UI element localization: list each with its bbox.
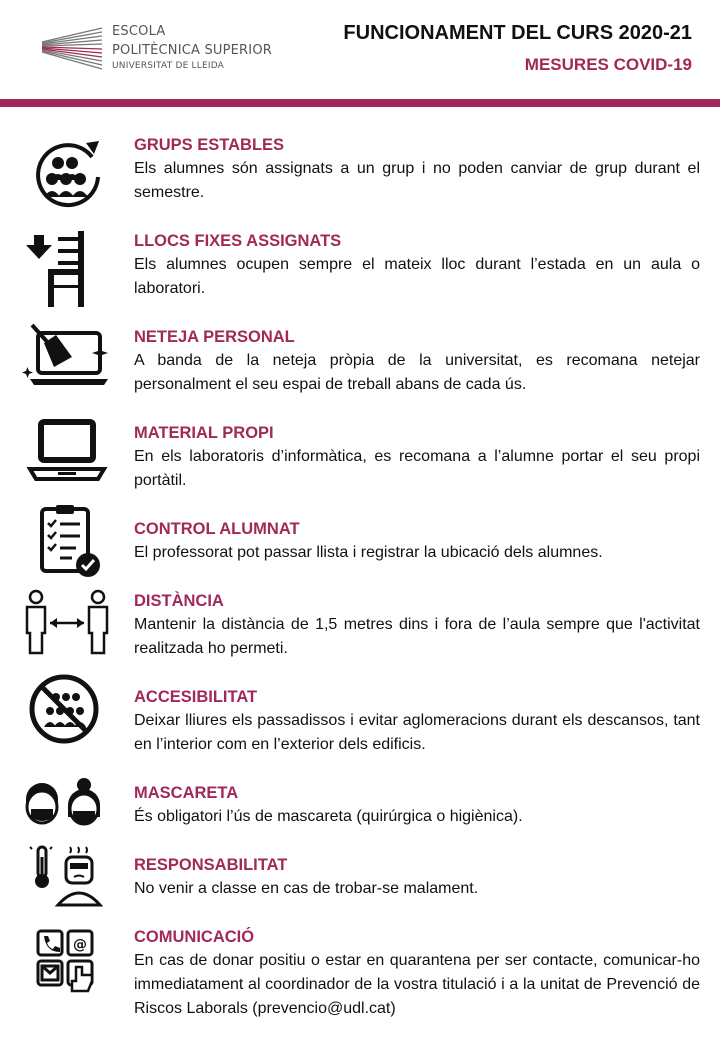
item-body: Mantenir la distància de 1,5 metres dins i fora de l’aula sempre que l'activitat realitzada ho permeti. bbox=[134, 616, 700, 657]
item-title: MASCARETA bbox=[134, 784, 239, 802]
item-title: ACCESIBILITAT bbox=[134, 688, 258, 706]
school-logo bbox=[40, 22, 290, 78]
item-body: Els alumnes són assignats a un grup i no poden canviar de grup durant el semestre. bbox=[134, 160, 700, 201]
chair-arrow-icon bbox=[22, 229, 112, 309]
no-crowd-icon bbox=[22, 671, 112, 751]
face-mask-icon bbox=[22, 769, 112, 849]
page-subtitle: MESURES COVID-19 bbox=[524, 55, 692, 74]
communication-icon bbox=[22, 925, 112, 1005]
item-body: En cas de donar positiu o estar en quarantena per ser contacte, comunicar-ho immediatament al coordinador de la vostra titulació i a la unitat de Prevenció de Riscos Laborals (prevencio@udl.cat) bbox=[134, 952, 700, 1017]
item-body: És obligatori l’ús de mascareta (quirúrgica o higiènica). bbox=[134, 808, 523, 825]
item-title: CONTROL ALUMNAT bbox=[134, 520, 300, 538]
fever-thermometer-icon bbox=[22, 841, 112, 921]
item-title: NETEJA PERSONAL bbox=[134, 328, 295, 346]
item-body: A banda de la neteja pròpia de la universitat, es recomana netejar personalment el seu espai de treball abans de cada ús. bbox=[134, 352, 700, 393]
checklist-clipboard-icon bbox=[22, 503, 112, 583]
svg-text:@: @ bbox=[73, 937, 87, 953]
page-title: FUNCIONAMENT DEL CURS 2020-21 bbox=[343, 22, 692, 44]
school-logo-icon bbox=[40, 22, 106, 78]
item-title: GRUPS ESTABLES bbox=[134, 136, 285, 154]
item-body: Els alumnes ocupen sempre el mateix lloc durant l’estada en un aula o laboratori. bbox=[134, 256, 700, 297]
distance-people-icon bbox=[22, 589, 112, 669]
item-title: RESPONSABILITAT bbox=[134, 856, 288, 874]
group-cycle-icon bbox=[22, 133, 112, 213]
item-body: No venir a classe en cas de trobar-se malament. bbox=[134, 880, 479, 897]
cleaning-laptop-icon bbox=[22, 321, 112, 401]
item-body: El professorat pot passar llista i registrar la ubicació dels alumnes. bbox=[134, 544, 603, 561]
logo-line-1: ESCOLA bbox=[112, 24, 166, 39]
logo-line-2: POLITÈCNICA SUPERIOR bbox=[112, 43, 272, 58]
item-title: DISTÀNCIA bbox=[134, 592, 224, 610]
header-divider bbox=[0, 99, 720, 107]
item-body: Deixar lliures els passadissos i evitar aglomeracions durant els descansos, tant en l’interior com en l’exterior dels edificis. bbox=[134, 712, 700, 753]
item-title: COMUNICACIÓ bbox=[134, 928, 255, 946]
item-title: MATERIAL PROPI bbox=[134, 424, 274, 442]
laptop-icon bbox=[22, 417, 112, 497]
item-body: En els laboratoris d’informàtica, es recomana a l’alumne portar el seu propi portàtil. bbox=[134, 448, 700, 489]
logo-line-3: UNIVERSITAT DE LLEIDA bbox=[112, 61, 225, 71]
item-title: LLOCS FIXES ASSIGNATS bbox=[134, 232, 342, 250]
